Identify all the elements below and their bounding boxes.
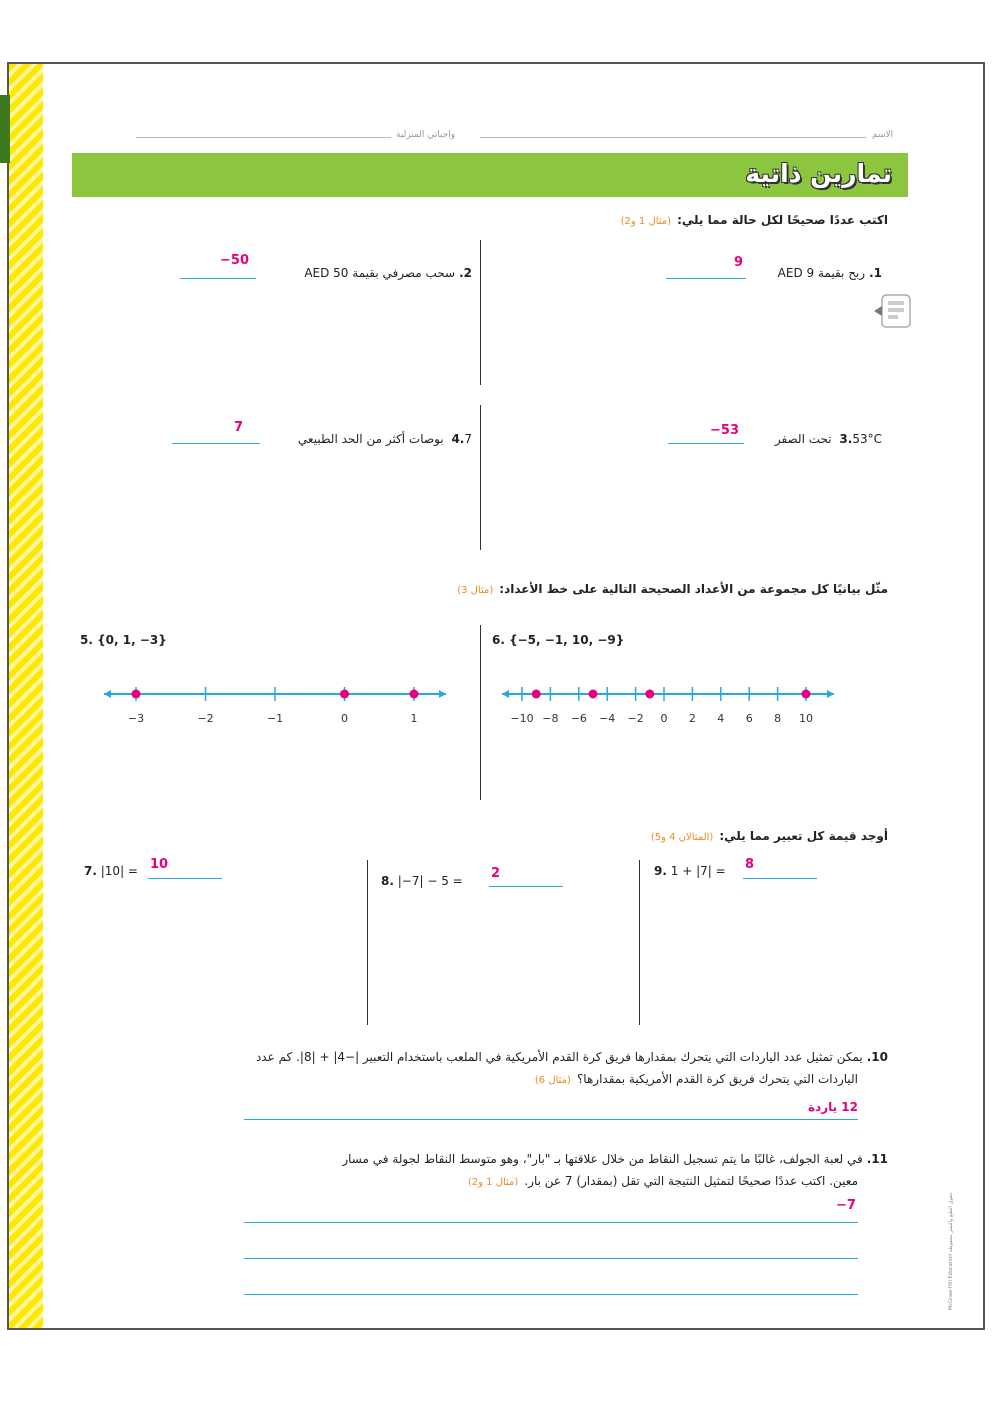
answer-line-11b[interactable] [244, 1258, 858, 1259]
answer-line-4[interactable] [172, 443, 260, 444]
answer-9: 8 [745, 857, 755, 872]
section2-ref: (مثال 3) [457, 585, 494, 596]
answer-line-7[interactable] [148, 878, 222, 879]
nl6-tick-label: 10 [799, 712, 813, 725]
problem-8-expr: |−7| − 5 = [397, 874, 463, 888]
problem-10-num: 10. [866, 1050, 888, 1064]
answer-line-9[interactable] [743, 878, 817, 879]
problem-1-text: ربح بقيمة AED 9 [777, 266, 866, 280]
problem-6-label: 6. {−5, −1, 10, −9} [492, 633, 625, 647]
copyright-side-text: McGraw-Hill Education حقوق الطبع والنشر محفوظة [948, 1192, 954, 1310]
section1-ref: (مثال 1 و2) [620, 216, 672, 227]
problem-10-line2 [535, 1072, 858, 1086]
problem-4-text: 7 بوصات أكثر من الحد الطبيعي [297, 432, 472, 446]
problem-11-line1 [128, 1152, 888, 1166]
divider-3 [480, 625, 481, 800]
yellow-margin-stripe [9, 64, 43, 1328]
nl6-tick-label: 8 [774, 712, 782, 725]
nl6-point[interactable] [532, 690, 541, 699]
answer-1: 9 [734, 255, 744, 270]
nl6-tick-label: −2 [627, 712, 644, 725]
section3-instruction-text: أوجد قيمة كل تعبير مما يلي: [719, 829, 888, 843]
nl5-point[interactable] [410, 690, 419, 699]
chapter-tab [0, 95, 10, 163]
nl5-arrow-left [104, 690, 111, 698]
problem-11-line2 [468, 1174, 858, 1188]
problem-2-text: سحب مصرفي بقيمة AED 50 [304, 266, 456, 280]
nl6-arrow-right [827, 690, 834, 698]
problem-3-text: 53°C تحت الصفر [774, 432, 882, 446]
nl5-arrow-right [439, 690, 446, 698]
problem-11-text2: معين. اكتب عددًا صحيحًا لتمثيل النتيجة التي تقل (بمقدار) 7 عن بار. [524, 1174, 858, 1188]
nl6-point[interactable] [802, 690, 811, 699]
problem-11-num: 11. [866, 1152, 888, 1166]
nl6-tick-label: −4 [599, 712, 616, 725]
nl6-point[interactable] [645, 690, 654, 699]
number-line-6[interactable] [498, 680, 838, 730]
problem-7 [80, 864, 138, 878]
problem-4 [298, 432, 472, 446]
nl6-tick-label: 4 [717, 712, 725, 725]
problem-9-num: 9. [654, 864, 667, 878]
divider-2 [480, 405, 481, 550]
nl5-point[interactable] [132, 690, 141, 699]
problem-9-expr: 1 + |7| = [670, 864, 726, 878]
section1-instruction-text: اكتب عددًا صحيحًا لكل حالة مما يلي: [677, 213, 888, 227]
nl6-point[interactable] [589, 690, 598, 699]
problem-5-label: 5. {0, 1, −3} [80, 633, 167, 647]
answer-line-8[interactable] [489, 886, 563, 887]
nl5-tick-label: −1 [266, 712, 284, 725]
section3-instruction [651, 829, 888, 843]
problem-7-expr: |10| = [100, 864, 138, 878]
answer-2: −50 [220, 253, 249, 268]
nl6-tick-label: −10 [510, 712, 534, 725]
name-line [480, 137, 866, 138]
nl6-tick-label: 0 [660, 712, 668, 725]
problem-10-ref: (مثال 6) [534, 1075, 571, 1086]
answer-8: 2 [491, 866, 501, 881]
answer-11: −7 [836, 1198, 856, 1213]
answer-line-1[interactable] [666, 278, 746, 279]
nl5-point[interactable] [340, 690, 349, 699]
nl6-tick-label: −6 [570, 712, 587, 725]
subject-line [136, 137, 391, 138]
divider-4 [367, 860, 368, 1025]
problem-10-text1: يمكن تمثيل عدد الياردات التي يتحرك بمقدارها فريق كرة القدم الأمريكية في الملعب باستخدام التعبير |−4| + |8|. كم عدد [255, 1050, 863, 1064]
section1-instruction [621, 213, 888, 227]
nl5-tick-label: 1 [410, 712, 418, 725]
problem-2-num: 2. [459, 266, 472, 280]
problem-10-text2: الياردات التي يتحرك فريق كرة القدم الأمريكية بمقدارها؟ [576, 1072, 858, 1086]
banner-title: تمارين ذاتية [745, 159, 892, 188]
answer-line-11a[interactable] [244, 1222, 858, 1223]
problem-11-ref: (مثال 1 و2) [467, 1177, 519, 1188]
problem-1-num: 1. [869, 266, 882, 280]
answer-line-2[interactable] [180, 278, 256, 279]
answer-7: 10 [150, 857, 169, 872]
problem-1 [778, 266, 882, 280]
name-label: الاسم [872, 130, 894, 140]
section2-instruction [457, 582, 888, 596]
problem-9 [650, 864, 726, 878]
problem-3-num: 3. [839, 432, 853, 446]
section2-instruction-text: مثّل بيانيًا كل مجموعة من الأعداد الصحيحة التالية على خط الأعداد: [499, 582, 888, 596]
problem-8-num: 8. [381, 874, 394, 888]
problem-11-text1: في لعبة الجولف، غالبًا ما يتم تسجيل النقاط من خلال علاقتها بـ "بار"، وهو متوسط النقاط لجولة في مسار [342, 1152, 863, 1166]
nl5-tick-label: 0 [341, 712, 348, 725]
answer-4: 7 [234, 420, 244, 435]
nl6-arrow-left [502, 690, 509, 698]
nl6-tick-label: 2 [688, 712, 696, 725]
problem-7-num: 7. [84, 864, 97, 878]
problem-10-line1 [128, 1050, 888, 1064]
problem-8 [377, 874, 463, 888]
number-line-5[interactable] [100, 680, 450, 730]
subject-label: واجباتي المنزلية [396, 130, 456, 140]
answer-line-11c[interactable] [244, 1294, 858, 1295]
answer-10: 12 ياردة [807, 1100, 858, 1114]
answer-3: −53 [710, 423, 739, 438]
nl5-tick-label: −2 [197, 712, 214, 725]
problem-3 [775, 432, 882, 446]
nl6-tick-label: −8 [542, 712, 559, 725]
divider-5 [639, 860, 640, 1025]
title-banner [72, 153, 908, 197]
problem-4-num: 4. [451, 432, 465, 446]
problem-2 [304, 266, 472, 280]
section3-ref: (المثالان 4 و5) [650, 832, 714, 843]
answer-line-10[interactable] [244, 1119, 858, 1120]
answer-line-3[interactable] [668, 443, 744, 444]
divider-1 [480, 240, 481, 385]
go-online-icon [872, 293, 912, 329]
nl6-tick-label: 6 [745, 712, 753, 725]
nl5-tick-label: −3 [127, 712, 145, 725]
